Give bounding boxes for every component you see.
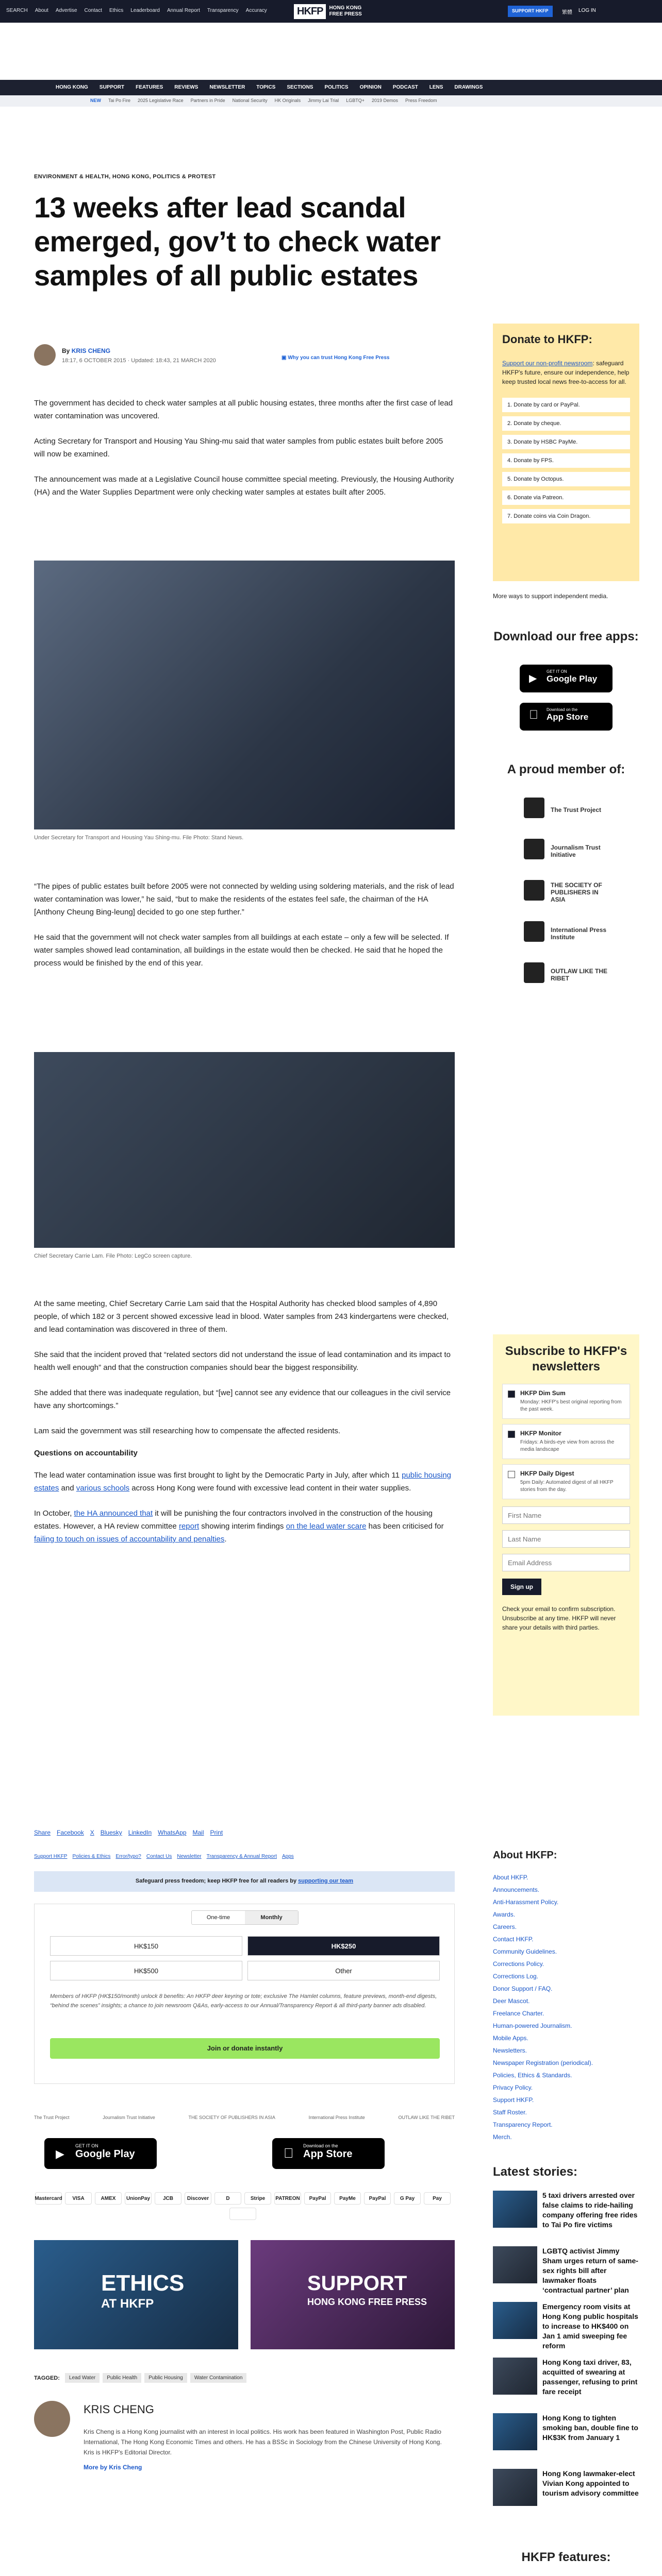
promo-big: ETHICS [101,2270,185,2296]
member-logo-icon [524,962,544,983]
newsletter-checkbox[interactable] [508,1471,515,1478]
top-link-accuracy[interactable]: Accuracy [245,8,267,13]
top-link-ethics[interactable]: Ethics [109,8,124,13]
text: and [59,1484,76,1493]
text: In October, [34,1509,74,1518]
logo-text-2: FREE PRESS [329,11,362,17]
support-link-transparency-annual-report[interactable]: Transparency & Annual Report [206,1854,277,1859]
badge-big: App Store [303,2148,353,2160]
payment-pay-icon: Pay [424,2192,451,2205]
tab-monthly[interactable]: Monthly [245,1911,298,1924]
share-facebook[interactable]: Facebook [57,1829,84,1836]
newsletter-checkbox[interactable] [508,1391,515,1398]
paragraph: At the same meeting, Chief Secretary Carrie Lam said that the Hospital Authority has checked blood samples of 4,890 people, of which 182 or 3 percent showed excessive lead in blood. Water samples from 243 kindergartens were checked, and lead contamination was discovered in three of them. [34,1299,449,1334]
latest-story-thumbnail[interactable] [493,2191,537,2228]
about-link-human-powered-journalism[interactable]: Human-powered Journalism. [493,2022,572,2029]
newsletter-option[interactable] [502,1424,630,1459]
about-title: About HKFP: [493,1850,557,1861]
apps-title: Download our free apps: [493,630,639,643]
why-trust-link[interactable] [282,355,390,361]
author-box-avatar[interactable] [34,2401,70,2437]
share-bar [34,1829,223,1836]
donate-intro [502,359,630,386]
newsletter-desc: Monday: HKFP's best original reporting from the past week. [520,1399,622,1412]
latest-story[interactable] [493,2302,639,2350]
link-ha-announced[interactable]: the HA announced that [74,1509,153,1518]
article-body [34,397,455,499]
support-link-support-hkfp[interactable]: Support HKFP [34,1854,68,1859]
latest-story-title[interactable]: LGBTQ activist Jimmy Sham urges return of same-sex rights bill after lawmaker floats ‘contractual partner’ plan [542,2247,638,2294]
paragraph: He said that the government will not check water samples from all buildings at each estate – only a few will be selected. If water samples showed lead contamination, all buildings in the estate would then be checked. He said that he hoped the process would be finished by the end of this year. [34,933,449,968]
article-title: 13 weeks after lead scandal emerged, gov’t to check water samples of all public estates [34,191,441,292]
subnav-item-hk-originals[interactable]: HK Originals [274,98,301,103]
nav-item-drawings[interactable]: DRAWINGS [454,84,483,90]
member-logo-the-society-of-publishers-in-asia[interactable]: THE SOCIETY OF PUBLISHERS IN ASIA [188,2115,275,2120]
author-box-name[interactable]: KRIS CHENG [84,2403,154,2416]
support-links [34,1854,294,1859]
more-ways-link[interactable]: More ways to support independent media. [493,592,608,600]
top-tools [562,8,596,15]
apple-icon [529,708,538,722]
member-logo-icon [524,839,544,859]
member-logo-icon [524,798,544,818]
latest-story-title[interactable]: Emergency room visits at Hong Kong public hospitals to increase to HK$400 on Jan 1 amid sweeping fee reform [542,2302,638,2350]
top-bar [0,0,662,23]
tag-public-housing[interactable]: Public Housing [144,2373,187,2383]
nav-item-hong-kong[interactable]: HONG KONG [56,84,88,90]
pledge-box [34,1904,455,2084]
about-link-corrections-policy[interactable]: Corrections Policy. [493,1960,544,1968]
byline-by: By [62,347,70,354]
top-link-annual-report[interactable]: Annual Report [167,8,200,13]
nav-item-newsletter[interactable]: NEWSLETTER [209,84,245,90]
promo-small: HONG KONG FREE PRESS [307,2297,427,2307]
nav-item-politics[interactable]: POLITICS [324,84,349,90]
nav-item-podcast[interactable]: PODCAST [392,84,418,90]
byline [34,344,519,375]
newsletter-option[interactable] [502,1464,630,1499]
pledge-note: Members of HKFP (HK$150/month) unlock 8 benefits: An HKFP deer keyring or tote; exclusive The Hamlet columns, feature previews, month-end digests, “behind the scenes” insights; a chance to join newsroom Q&As, early-access to our Annual/Transparency Report & all third-party banner ads disabled. [50,1993,437,2009]
google-play-badge[interactable] [44,2138,157,2169]
features-title: HKFP features: [521,2550,611,2564]
support-link-apps[interactable]: Apps [282,1854,294,1859]
subnav-item-press-freedom[interactable]: Press Freedom [405,98,437,103]
about-link-mobile-apps[interactable]: Mobile Apps. [493,2035,528,2042]
publish-dates: 18:17, 6 OCTOBER 2015 · Updated: 18:43, 21 MARCH 2020 [62,358,216,364]
join-donate-button[interactable]: Join or donate instantly [50,2038,440,2059]
donate-option[interactable]: 3. Donate by HSBC PayMe. [502,435,630,449]
latest-story-title[interactable]: Hong Kong lawmaker-elect Vivian Kong appointed to tourism advisory committee [542,2469,639,2497]
support-promo[interactable] [251,2240,455,2349]
about-link-privacy-policy[interactable]: Privacy Policy. [493,2084,533,2091]
link-public-estates[interactable]: public housing estates [34,1471,452,1493]
promo-small: AT HKFP [101,2297,154,2311]
about-link-community-guidelines[interactable]: Community Guidelines. [493,1948,557,1955]
main-nav [0,80,662,95]
latest-story-thumbnail[interactable] [493,2302,537,2339]
about-link-awards[interactable]: Awards. [493,1911,516,1918]
member-logo-international-press-institute[interactable]: International Press Institute [308,2115,365,2120]
about-link-newspaper-registration-periodical[interactable]: Newspaper Registration (periodical). [493,2059,593,2066]
badge-big: Google Play [547,674,598,684]
newsletter-desc: Fridays: A birds-eye view from across the media landscape [520,1439,615,1452]
badge-small: Download on the [303,2143,338,2148]
badge-small: GET IT ON [75,2143,98,2148]
member-logo-the-trust-project[interactable]: The Trust Project [34,2115,70,2120]
link-failing-accountability[interactable]: failing to touch on issues of accountability and penalties [34,1535,225,1544]
member-name: International Press Institute [551,926,607,941]
more-by-author-link[interactable]: More by Kris Cheng [84,2464,142,2471]
newsletter-name: HKFP Monitor [520,1430,561,1437]
donate-option[interactable]: 4. Donate by FPS. [502,453,630,468]
amount-option-hk-500[interactable]: HK$500 [50,1961,242,1980]
share-x[interactable]: X [90,1829,94,1836]
donate-option[interactable]: 6. Donate via Patreon. [502,490,630,505]
about-link-support-hkfp[interactable]: Support HKFP. [493,2096,534,2104]
paragraph: Acting Secretary for Transport and Housing Yau Shing-mu said that water samples from public estates built before 2005 will now be examined. [34,437,443,459]
support-link-error-typo[interactable]: Error/typo? [115,1854,141,1859]
latest-story[interactable] [493,2413,639,2462]
payment-paypal-icon: PayPal [364,2192,391,2205]
share-mail[interactable]: Mail [192,1829,204,1836]
text: . [224,1535,227,1544]
author-link[interactable]: KRIS CHENG [71,347,111,354]
image-caption: Under Secretary for Transport and Housing Yau Shing-mu. File Photo: Stand News. [34,835,244,841]
share-linkedin[interactable]: LinkedIn [128,1829,152,1836]
subnav-item-2025-legislative-race[interactable]: 2025 Legislative Race [138,98,184,103]
member-badge-outlaw-like-the-ribet[interactable] [493,958,639,991]
about-link-careers[interactable]: Careers. [493,1923,517,1930]
article-kicker[interactable]: ENVIRONMENT & HEALTH, HONG KONG, POLITICS & PROTEST [34,174,216,180]
section-heading: Questions on accountability [34,1449,138,1458]
nav-item-lens[interactable]: LENS [429,84,443,90]
top-link-leaderboard[interactable]: Leaderboard [130,8,160,13]
about-link-corrections-log[interactable]: Corrections Log. [493,1973,539,1980]
subnav-item-partners-in-pride[interactable]: Partners in Pride [190,98,225,103]
payment-visa-icon: VISA [65,2192,92,2205]
logo-box: HKFP [294,4,326,19]
donate-option[interactable]: 5. Donate by Octopus. [502,472,630,486]
first-name-input[interactable] [502,1506,630,1524]
top-link-about[interactable]: About [35,8,48,13]
payment-g-pay-icon: G Pay [394,2192,421,2205]
top-links [6,8,267,13]
payment-amex-icon: AMEX [95,2192,122,2205]
sub-nav [0,95,662,107]
about-link-newsletters[interactable]: Newsletters. [493,2047,527,2054]
tab-one-time[interactable]: One-time [206,1914,230,1921]
subnav-item-2019-demos[interactable]: 2019 Demos [371,98,398,103]
payment-patreon-icon: PATREON [274,2192,301,2205]
tags-row [34,2373,250,2383]
author-avatar[interactable] [34,344,56,366]
about-link-announcements[interactable]: Announcements. [493,1886,540,1893]
support-link-contact-us[interactable]: Contact Us [146,1854,172,1859]
text: The lead water contamination issue was first brought to light by the Democratic Party in July, after which 11 [34,1471,402,1480]
amount-option-other[interactable]: Other [247,1961,440,1980]
donate-option[interactable]: 2. Donate by cheque. [502,416,630,431]
apple-icon [284,2145,294,2161]
top-link-transparency[interactable]: Transparency [207,8,239,13]
member-badge-journalism-trust-initiative[interactable] [493,835,639,868]
member-logo-icon [524,880,544,901]
text: it will be punishing the four contractors involved in the construction of the housing estates. However, a HA review committee [34,1509,433,1531]
paragraph: The announcement was made at a Legislative Council house committee special meeting. Previously, the Housing Authority (HA) and the Water Supplies Department were only checking water samples at estates built after 2005. [34,475,454,497]
member-badge-international-press-institute[interactable] [493,917,639,950]
google-play-icon: ▶ [529,673,537,684]
subnav-item-lgbtq[interactable]: LGBTQ+ [346,98,365,103]
payment-mastercard-icon: Mastercard [35,2192,62,2205]
donate-option[interactable]: 7. Donate coins via Coin Dragon. [502,509,630,523]
donate-intro-text: : safeguard HKFP's future, ensure our independence, help keep trusted local news free-to-access for all. [502,360,630,385]
text: showing interim findings [199,1522,286,1531]
payment-discover-icon: Discover [185,2192,211,2205]
sidebar-google-play-badge[interactable] [520,665,613,692]
link-lead-water-scare[interactable]: on the lead water scare [286,1522,367,1531]
article-image-yau [34,561,455,829]
paragraph: She said that the incident proved that “related sectors did not understand the issue of lead contamination and its impact to health well enough” and that the construction companies should bear the biggest responsibility. [34,1350,451,1372]
logo-text-1: HONG KONG [329,5,362,11]
top-link-advertise[interactable]: Advertise [55,8,77,13]
banner-text: Safeguard press freedom; keep HKFP free for all readers by [135,1878,299,1884]
about-link-policies-ethics-standards[interactable]: Policies, Ethics & Standards. [493,2072,572,2079]
promo-big: SUPPORT [307,2272,407,2295]
link-report[interactable]: report [178,1522,200,1531]
paragraph: “The pipes of public estates built before 2005 were not connected by welding using soldering materials, and the risk of lead water contamination was lower,” he said, “but to make the residents of the estates feel safe, the chairman of the HA [Anthony Cheung Bing-leung] decided to go one step further.” [34,882,454,917]
newsletter-desc: 5pm Daily: Automated digest of all HKFP stories from the day. [520,1480,614,1493]
latest-story[interactable] [493,2469,639,2517]
member-title: A proud member of: [507,762,625,776]
subnav-item-jimmy-lai-trial[interactable]: Jimmy Lai Trial [308,98,339,103]
ethics-promo[interactable] [34,2240,238,2349]
member-logo-journalism-trust-initiative[interactable]: Journalism Trust Initiative [103,2115,155,2120]
support-link-policies-ethics[interactable]: Policies & Ethics [72,1854,111,1859]
nav-item-reviews[interactable]: REVIEWS [174,84,198,90]
badge-big: App Store [547,712,589,722]
member-name: Journalism Trust Initiative [551,844,601,858]
member-logo-outlaw-like-the-ribet[interactable]: OUTLAW LIKE THE RIBET [398,2115,455,2120]
newsletter-name: HKFP Dim Sum [520,1389,566,1397]
newsletter-name: HKFP Daily Digest [520,1470,574,1477]
latest-title: Latest stories: [493,2165,578,2179]
share-whatsapp[interactable]: WhatsApp [158,1829,187,1836]
text: has been criticised for [366,1522,444,1531]
last-name-input[interactable] [502,1530,630,1548]
payment-d-icon: D [214,2192,241,2205]
paragraph: The government has decided to check water samples at all public housing estates, three months after the first case of lead water contamination was uncovered. [34,399,453,420]
latest-story-thumbnail[interactable] [493,2246,537,2283]
about-link-contact-hkfp[interactable]: Contact HKFP. [493,1936,534,1943]
donate-title: Donate to HKFP: [502,333,592,346]
payment-unionpay-icon: UnionPay [125,2192,152,2205]
member-name: OUTLAW LIKE THE RIBET [551,968,607,982]
member-badge-the-trust-project[interactable] [493,793,639,826]
paragraph [34,1469,455,1495]
login-link[interactable]: LOG IN [578,8,596,13]
nav-item-support[interactable]: SUPPORT [99,84,125,90]
payment-jcb-icon: JCB [155,2192,181,2205]
share-print[interactable]: Print [210,1829,223,1836]
banner-link[interactable]: supporting our team [298,1878,354,1884]
link-various-schools[interactable]: various schools [76,1484,130,1493]
app-store-badge[interactable] [272,2138,385,2169]
about-link-staff-roster[interactable]: Staff Roster. [493,2109,527,2116]
subnav-item-national-security[interactable]: National Security [232,98,268,103]
newsletter-checkbox[interactable] [508,1431,515,1438]
site-logo[interactable] [294,2,369,21]
why-trust-label: Why you can trust Hong Kong Free Press [288,355,390,361]
about-link-deer-mascot[interactable]: Deer Mascot. [493,1997,530,2005]
about-link-transparency-report[interactable]: Transparency Report. [493,2121,553,2128]
subnav-item-tai-po-fire[interactable]: Tai Po Fire [108,98,131,103]
support-hkfp-button[interactable]: SUPPORT HKFP [508,6,553,17]
pledge-tabs [191,1910,299,1925]
tag-public-health[interactable]: Public Health [103,2373,141,2383]
payment-stripe-icon: Stripe [244,2192,271,2205]
paragraph: Lam said the government was still researching how to compensate the affected residents. [34,1427,341,1435]
payment-paypal-icon: PayPal [304,2192,331,2205]
language-toggle[interactable]: 繁體 [562,10,572,15]
member-badge-the-society-of-publishers-in-asia[interactable] [493,876,639,909]
email-input[interactable] [502,1554,630,1571]
about-link-freelance-charter[interactable]: Freelance Charter. [493,2010,544,2017]
member-logo-icon [524,921,544,942]
latest-story-title[interactable]: Hong Kong to tighten smoking ban, double fine to HK$3K from January 1 [542,2414,638,2442]
google-play-icon: ▶ [56,2147,64,2160]
nav-item-features[interactable]: FEATURES [136,84,163,90]
latest-story-title[interactable]: 5 taxi drivers arrested over false claims to ride-hailing company offering free rides to Tai Po fire victims [542,2191,638,2229]
tag-lead-water[interactable]: Lead Water [65,2373,100,2383]
payment-payme-icon: PayMe [334,2192,361,2205]
badge-big: Google Play [75,2148,135,2160]
nav-item-opinion[interactable]: OPINION [359,84,382,90]
latest-story[interactable] [493,2246,639,2295]
sidebar-app-store-badge[interactable] [520,703,613,731]
badge-small: Download on the [547,707,578,712]
trust-icon: ▣ [282,355,287,361]
newsletter-option[interactable] [502,1384,630,1419]
latest-story-thumbnail[interactable] [493,2469,537,2506]
payment-methods [34,2192,455,2223]
author-box [34,2401,455,2473]
about-link-merch[interactable]: Merch. [493,2133,512,2141]
paragraph [34,1507,455,1546]
image-caption: Chief Secretary Carrie Lam. File Photo: LegCo screen capture. [34,1253,192,1259]
newsletter-box [493,1334,639,1716]
member-name: THE SOCIETY OF PUBLISHERS IN ASIA [551,882,602,903]
nav-item-sections[interactable]: SECTIONS [287,84,313,90]
latest-story[interactable] [493,2191,639,2239]
donate-intro-link[interactable]: Support our non-profit newsroom [502,360,593,367]
author-bio: Kris Cheng is a Hong Kong journalist with an interest in local politics. His work has been featured in Washington Post, Public Radio International, The Hong Kong Economic Times and others. He has a BSSc in Sociology from the Chinese University of Hong Kong. Kris is HKFP's Editorial Director. [84,2428,442,2456]
member-name: The Trust Project [551,806,602,814]
amount-option-hk-150[interactable]: HK$150 [50,1936,242,1956]
share-bluesky[interactable]: Bluesky [100,1829,122,1836]
donate-box [493,324,639,581]
top-link-contact[interactable]: Contact [84,8,102,13]
amount-option-hk-250[interactable]: HK$250 [247,1936,440,1956]
text: across Hong Kong were found with excessive lead content in their water supplies. [129,1484,411,1493]
latest-story[interactable] [493,2358,639,2406]
tags-label: TAGGED: [34,2375,60,2381]
member-logos-row [34,2107,455,2128]
signup-button[interactable]: Sign up [502,1579,541,1595]
signup-note: Check your email to confirm subscription. Unsubscribe at any time. HKFP will never share your details with third parties. [502,1605,616,1631]
badge-small: GET IT ON [547,669,567,674]
payment-item-icon [229,2208,256,2220]
tag-water-contamination[interactable]: Water Contamination [190,2373,247,2383]
latest-story-thumbnail[interactable] [493,2358,537,2395]
nav-item-topics[interactable]: TOPICS [256,84,276,90]
latest-story-thumbnail[interactable] [493,2413,537,2450]
latest-story-title[interactable]: Hong Kong taxi driver, 83, acquitted of swearing at passenger, refusing to print fare receipt [542,2358,638,2396]
about-link-donor-support-faq[interactable]: Donor Support / FAQ. [493,1985,553,1992]
newsletter-title: Subscribe to HKFP's newsletters [505,1344,627,1374]
support-link-newsletter[interactable]: Newsletter [177,1854,202,1859]
new-label: NEW [90,98,101,103]
support-banner [34,1871,455,1892]
about-link-anti-harassment-policy[interactable]: Anti-Harassment Policy. [493,1899,559,1906]
top-link-search[interactable]: SEARCH [6,8,28,13]
paragraph: She added that there was inadequate regulation, but “[we] cannot see any evidence that our colleagues in the civil service have any shortcomings.” [34,1388,451,1410]
article-image-lam [34,1052,455,1248]
donate-option[interactable]: 1. Donate by card or PayPal. [502,398,630,412]
about-link-about-hkfp[interactable]: About HKFP. [493,1874,528,1881]
share-share[interactable]: Share [34,1829,51,1836]
